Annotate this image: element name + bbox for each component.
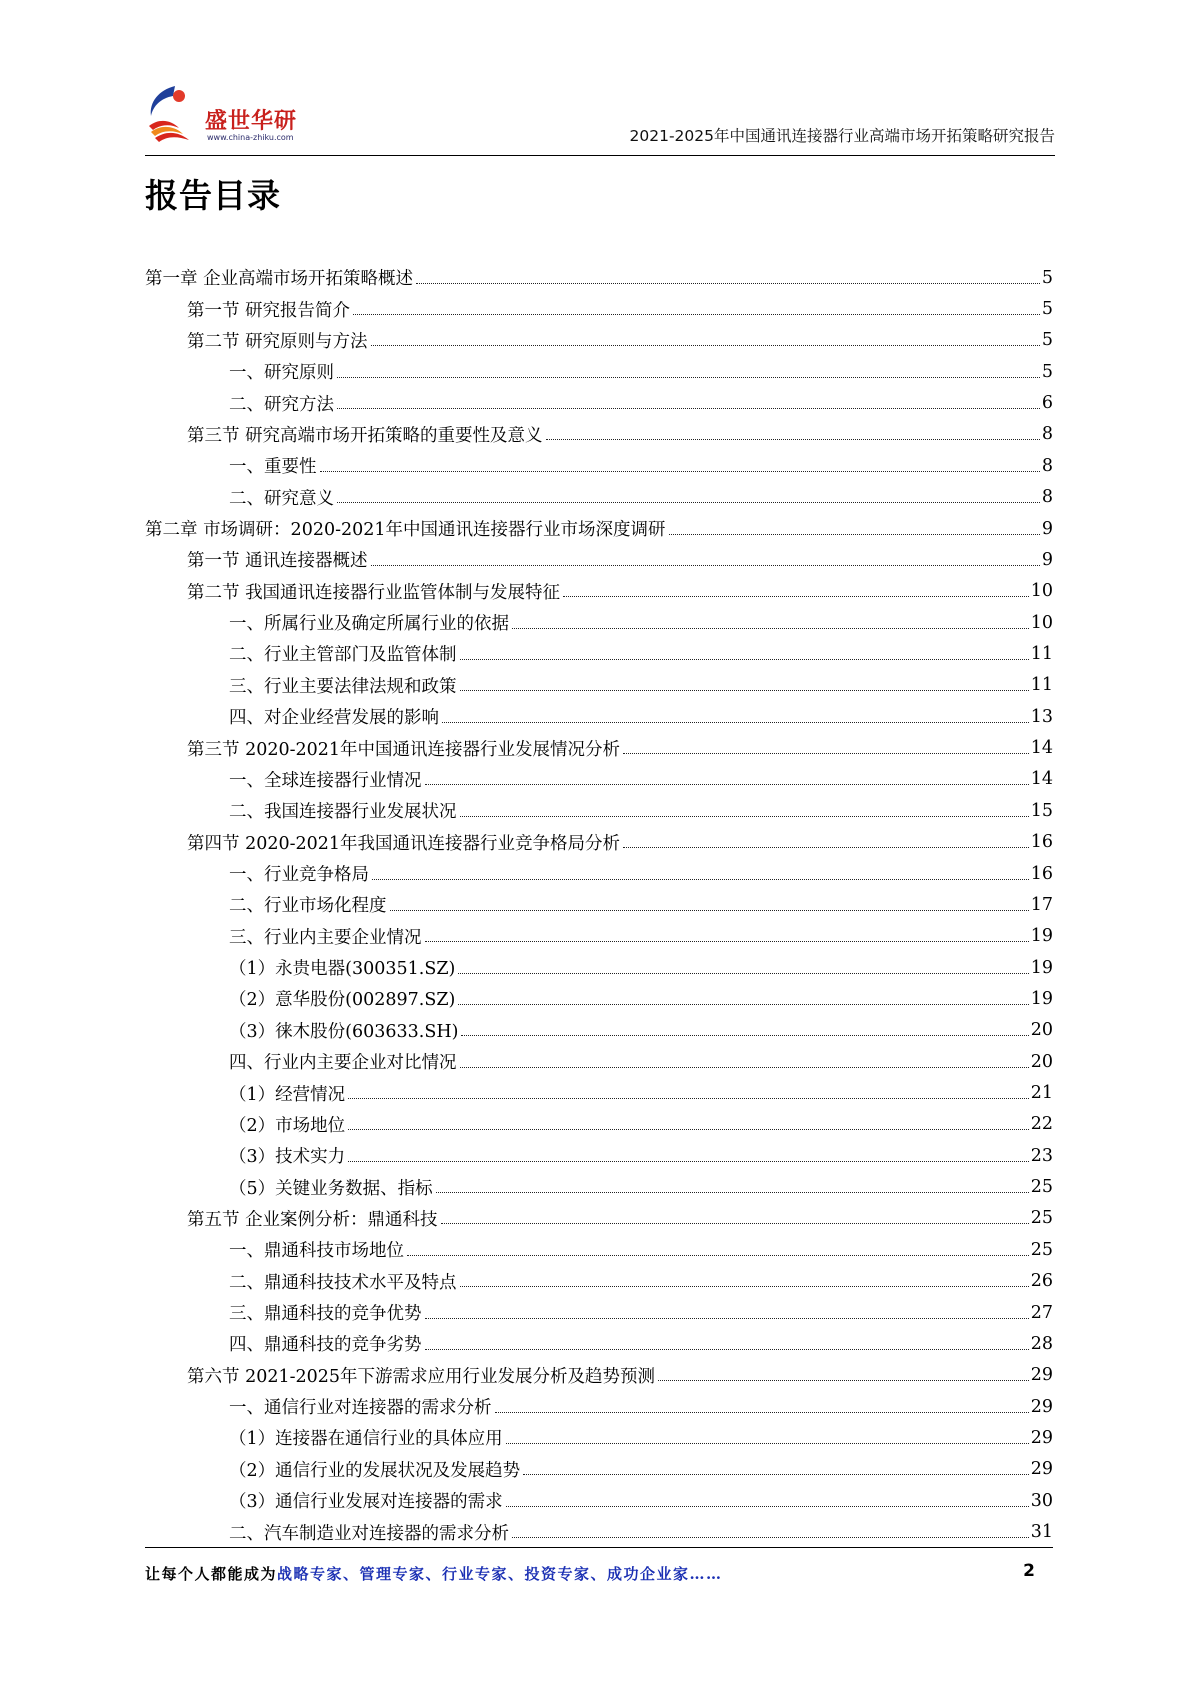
toc-entry-page: 20 xyxy=(1030,1020,1053,1041)
toc-entry-page: 25 xyxy=(1030,1239,1053,1260)
toc-entry[interactable] xyxy=(145,889,1053,920)
toc-entry-title: （1）永贵电器(300351.SZ) xyxy=(229,959,456,980)
toc-entry[interactable] xyxy=(145,1266,1053,1297)
toc-entry[interactable] xyxy=(145,983,1053,1014)
toc-entry[interactable] xyxy=(145,1422,1053,1453)
toc-dot-leader xyxy=(353,313,1040,315)
toc-dot-leader xyxy=(460,1285,1029,1287)
toc-dot-leader xyxy=(348,1097,1029,1099)
toc-entry-page: 9 xyxy=(1041,518,1053,539)
toc-entry[interactable] xyxy=(145,387,1053,418)
toc-dot-leader xyxy=(563,595,1029,597)
toc-entry-page: 26 xyxy=(1030,1271,1053,1292)
toc-entry-title: 第六节 2021-2025年下游需求应用行业发展分析及趋势预测 xyxy=(187,1366,656,1387)
toc-entry-title: 一、研究原则 xyxy=(229,363,334,384)
toc-dot-leader xyxy=(425,1348,1029,1350)
toc-entry[interactable] xyxy=(145,262,1053,293)
toc-dot-leader xyxy=(425,783,1029,785)
toc-entry-page: 31 xyxy=(1030,1522,1053,1543)
toc-entry[interactable] xyxy=(145,1391,1053,1422)
toc-entry-page: 11 xyxy=(1030,675,1053,696)
toc-entry[interactable] xyxy=(145,732,1053,763)
toc-dot-leader xyxy=(546,438,1040,440)
toc-entry-title: 一、全球连接器行业情况 xyxy=(229,770,422,791)
toc-entry-title: （1）连接器在通信行业的具体应用 xyxy=(229,1429,503,1450)
company-logo xyxy=(145,82,325,146)
toc-dot-leader xyxy=(623,846,1029,848)
toc-entry-title: 第一节 通讯连接器概述 xyxy=(187,551,368,572)
toc-entry[interactable] xyxy=(145,952,1053,983)
table-of-contents xyxy=(145,262,1053,1548)
toc-entry-page: 10 xyxy=(1030,581,1053,602)
toc-entry-title: 第二章 市场调研：2020-2021年中国通讯连接器行业市场深度调研 xyxy=(145,520,666,541)
toc-entry[interactable] xyxy=(145,325,1053,356)
logo-emblem-icon xyxy=(145,82,211,146)
toc-entry[interactable] xyxy=(145,795,1053,826)
toc-entry[interactable] xyxy=(145,1203,1053,1234)
toc-dot-leader xyxy=(658,1379,1029,1381)
toc-entry[interactable] xyxy=(145,607,1053,638)
toc-entry-page: 8 xyxy=(1041,487,1053,508)
toc-entry-page: 5 xyxy=(1041,361,1053,382)
toc-entry-title: （2）通信行业的发展状况及发展趋势 xyxy=(229,1460,521,1481)
toc-entry[interactable] xyxy=(145,482,1053,513)
toc-entry-title: 二、鼎通科技技术水平及特点 xyxy=(229,1272,457,1293)
toc-entry-title: 第二节 我国通讯连接器行业监管体制与发展特征 xyxy=(187,582,561,603)
toc-entry-title: （3）徕木股份(603633.SH) xyxy=(229,1021,459,1042)
toc-entry[interactable] xyxy=(145,1015,1053,1046)
toc-entry-page: 29 xyxy=(1030,1396,1053,1417)
toc-dot-leader xyxy=(320,470,1040,472)
toc-entry[interactable] xyxy=(145,1360,1053,1391)
toc-dot-leader xyxy=(460,815,1029,817)
toc-entry[interactable] xyxy=(145,356,1053,387)
toc-dot-leader xyxy=(461,1034,1028,1036)
toc-dot-leader xyxy=(512,1536,1029,1538)
toc-entry-page: 19 xyxy=(1030,926,1053,947)
toc-dot-leader xyxy=(372,878,1029,880)
toc-dot-leader xyxy=(512,627,1029,629)
logo-url: www.china-zhiku.com xyxy=(207,133,294,142)
toc-entry-page: 8 xyxy=(1041,455,1053,476)
toc-entry-title: （1）经营情况 xyxy=(229,1084,346,1105)
toc-dot-leader xyxy=(458,1003,1028,1005)
toc-entry[interactable] xyxy=(145,701,1053,732)
toc-dot-leader xyxy=(669,533,1040,535)
toc-entry-title: （3）技术实力 xyxy=(229,1147,346,1168)
toc-entry[interactable] xyxy=(145,1485,1053,1516)
toc-dot-leader xyxy=(441,1222,1029,1224)
toc-entry-page: 27 xyxy=(1030,1302,1053,1323)
toc-entry[interactable] xyxy=(145,419,1053,450)
toc-entry[interactable] xyxy=(145,638,1053,669)
toc-dot-leader xyxy=(337,376,1040,378)
toc-entry-title: （3）通信行业发展对连接器的需求 xyxy=(229,1492,503,1513)
toc-dot-leader xyxy=(348,1128,1029,1130)
toc-dot-leader xyxy=(506,1442,1029,1444)
toc-dot-leader xyxy=(460,1066,1029,1068)
toc-entry-page: 5 xyxy=(1041,330,1053,351)
toc-entry-title: 二、研究方法 xyxy=(229,394,334,415)
toc-entry-title: 一、通信行业对连接器的需求分析 xyxy=(229,1398,492,1419)
toc-entry-title: 四、对企业经营发展的影响 xyxy=(229,708,439,729)
slogan-lead: 让每个人都能成为 xyxy=(145,1565,278,1583)
toc-entry-title: 四、鼎通科技的竞争劣势 xyxy=(229,1335,422,1356)
toc-entry-title: 二、行业市场化程度 xyxy=(229,896,387,917)
toc-entry[interactable] xyxy=(145,293,1053,324)
toc-dot-leader xyxy=(506,1505,1029,1507)
report-title: 2021-2025年中国通讯连接器行业高端市场开拓策略研究报告 xyxy=(629,127,1055,145)
page-header xyxy=(145,80,1055,157)
toc-dot-leader xyxy=(495,1411,1029,1413)
toc-entry-title: 一、行业竞争格局 xyxy=(229,865,369,885)
toc-entry-page: 25 xyxy=(1030,1177,1053,1198)
toc-entry[interactable] xyxy=(145,858,1053,889)
toc-entry[interactable] xyxy=(145,1454,1053,1485)
toc-dot-leader xyxy=(371,344,1040,346)
toc-entry-title: 四、行业内主要企业对比情况 xyxy=(229,1053,457,1074)
toc-entry-page: 5 xyxy=(1041,299,1053,320)
toc-dot-leader xyxy=(623,752,1029,754)
toc-entry-title: 二、汽车制造业对连接器的需求分析 xyxy=(229,1523,509,1544)
toc-entry-page: 21 xyxy=(1030,1083,1053,1104)
toc-entry[interactable] xyxy=(145,1297,1053,1328)
toc-entry[interactable] xyxy=(145,921,1053,952)
toc-dot-leader xyxy=(425,940,1029,942)
slogan-roles: 战略专家、管理专家、行业专家、投资专家、成功企业家…… xyxy=(277,1565,723,1583)
toc-entry-title: （2）意华股份(002897.SZ) xyxy=(229,990,456,1011)
toc-entry[interactable] xyxy=(145,1077,1053,1108)
toc-entry[interactable] xyxy=(145,450,1053,481)
toc-entry[interactable] xyxy=(145,576,1053,607)
toc-entry-page: 14 xyxy=(1030,769,1053,790)
toc-entry-page: 20 xyxy=(1030,1051,1053,1072)
toc-entry-title: 二、我国连接器行业发展状况 xyxy=(229,802,457,823)
toc-entry-page: 30 xyxy=(1030,1490,1053,1511)
toc-entry-page: 17 xyxy=(1030,894,1053,915)
toc-entry-title: 二、研究意义 xyxy=(229,488,334,509)
toc-entry-title: 二、行业主管部门及监管体制 xyxy=(229,645,457,666)
toc-entry[interactable] xyxy=(145,1109,1053,1140)
toc-dot-leader xyxy=(371,564,1040,566)
toc-entry[interactable] xyxy=(145,1516,1053,1547)
logo-name: 盛世华研 xyxy=(205,109,298,134)
toc-dot-leader xyxy=(460,658,1029,660)
toc-entry-page: 14 xyxy=(1030,738,1053,759)
toc-entry-page: 8 xyxy=(1041,424,1053,445)
toc-entry-page: 15 xyxy=(1030,800,1053,821)
toc-entry-page: 16 xyxy=(1030,832,1053,853)
toc-entry[interactable] xyxy=(145,544,1053,575)
toc-entry-title: 第五节 企业案例分析：鼎通科技 xyxy=(187,1209,438,1230)
toc-dot-leader xyxy=(436,1191,1029,1193)
toc-entry-title: 一、所属行业及确定所属行业的依据 xyxy=(229,614,509,635)
toc-entry-page: 28 xyxy=(1030,1333,1053,1354)
toc-entry-page: 23 xyxy=(1030,1145,1053,1166)
toc-entry-page: 6 xyxy=(1041,393,1053,414)
page-title: 报告目录 xyxy=(145,176,281,215)
toc-entry[interactable] xyxy=(145,764,1053,795)
toc-entry-title: 第一节 研究报告简介 xyxy=(187,300,351,321)
toc-entry-title: 三、鼎通科技的竞争优势 xyxy=(229,1304,422,1325)
footer-divider xyxy=(145,1547,1053,1548)
footer-slogan xyxy=(145,1563,723,1584)
toc-entry-page: 29 xyxy=(1030,1365,1053,1386)
toc-dot-leader xyxy=(337,407,1040,409)
toc-entry[interactable] xyxy=(145,670,1053,701)
toc-entry-page: 19 xyxy=(1030,957,1053,978)
toc-entry-page: 5 xyxy=(1041,267,1053,288)
toc-entry-title: 第三节 2020-2021年中国通讯连接器行业发展情况分析 xyxy=(187,739,621,760)
toc-entry-title: （2）市场地位 xyxy=(229,1115,346,1136)
page-number: 2 xyxy=(1023,1561,1035,1581)
toc-entry[interactable] xyxy=(145,1140,1053,1171)
toc-dot-leader xyxy=(460,689,1029,691)
toc-entry-title: 三、行业主要法律法规和政策 xyxy=(229,676,457,697)
toc-entry-title: 第四节 2020-2021年我国通讯连接器行业竞争格局分析 xyxy=(187,833,621,854)
toc-entry-title: 一、鼎通科技市场地位 xyxy=(229,1241,404,1262)
toc-entry-page: 29 xyxy=(1030,1459,1053,1480)
toc-entry-page: 22 xyxy=(1030,1114,1053,1135)
toc-entry[interactable] xyxy=(145,1046,1053,1077)
toc-entry-page: 19 xyxy=(1030,988,1053,1009)
toc-entry-page: 25 xyxy=(1030,1208,1053,1229)
toc-entry-title: （5）关键业务数据、指标 xyxy=(229,1178,433,1199)
toc-dot-leader xyxy=(442,721,1029,723)
toc-entry[interactable] xyxy=(145,513,1053,544)
toc-dot-leader xyxy=(337,501,1040,503)
toc-entry[interactable] xyxy=(145,1171,1053,1202)
toc-dot-leader xyxy=(523,1473,1029,1475)
toc-dot-leader xyxy=(425,1317,1029,1319)
toc-entry-title: 三、行业内主要企业情况 xyxy=(229,927,422,948)
toc-entry[interactable] xyxy=(145,1234,1053,1265)
toc-dot-leader xyxy=(348,1160,1029,1162)
toc-dot-leader xyxy=(416,282,1040,284)
toc-entry-page: 9 xyxy=(1041,549,1053,570)
toc-entry[interactable] xyxy=(145,1328,1053,1359)
toc-entry-page: 10 xyxy=(1030,612,1053,633)
toc-entry-page: 11 xyxy=(1030,643,1053,664)
toc-dot-leader xyxy=(458,972,1028,974)
toc-dot-leader xyxy=(407,1254,1029,1256)
toc-entry-page: 29 xyxy=(1030,1427,1053,1448)
toc-entry-title: 一、重要性 xyxy=(229,457,317,478)
header-divider xyxy=(145,155,1055,156)
toc-entry-title: 第二节 研究原则与方法 xyxy=(187,331,368,352)
toc-entry[interactable] xyxy=(145,826,1053,857)
toc-entry-page: 16 xyxy=(1030,863,1053,884)
toc-entry-title: 第三节 研究高端市场开拓策略的重要性及意义 xyxy=(187,425,543,446)
toc-entry-title: 第一章 企业高端市场开拓策略概述 xyxy=(145,269,414,290)
toc-dot-leader xyxy=(390,909,1029,911)
toc-entry-page: 13 xyxy=(1030,706,1053,727)
